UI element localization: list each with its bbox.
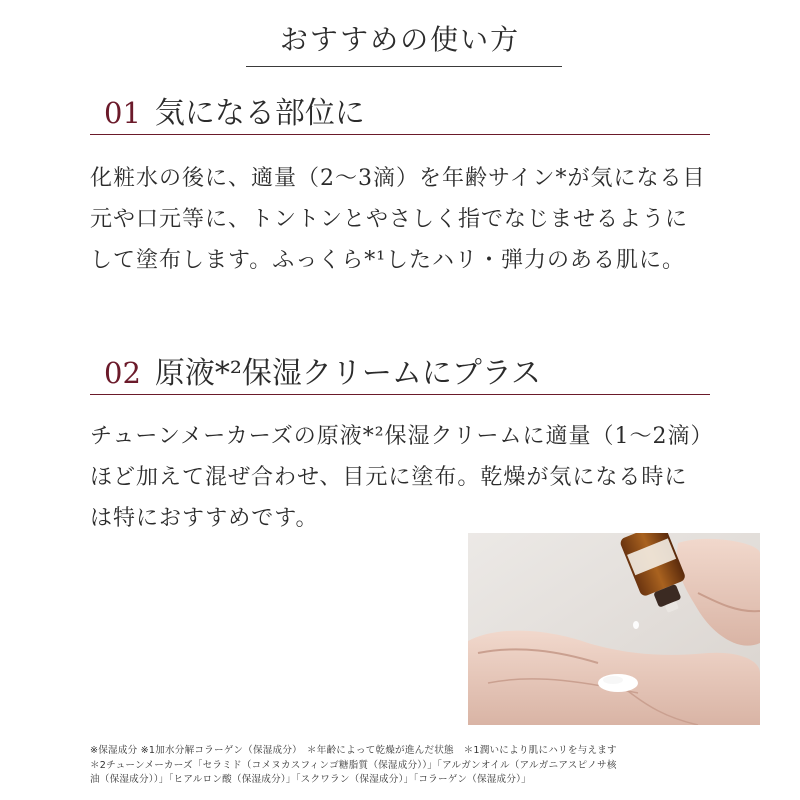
footnote-line: ＊2チューンメーカーズ「セラミド（コメヌカスフィンゴ糖脂質（保湿成分））」「アルガンオイル（アルガニアスピノサ核 <box>90 759 617 771</box>
section-02-body: チューンメーカーズの原液*²保湿クリームに適量（1〜2滴）ほど加えて混ぜ合わせ、目元に塗布。乾燥が気になる時には特におすすめです。 <box>90 424 703 531</box>
footnote-line: ※保湿成分 ※1加水分解コラーゲン（保湿成分） ＊年齢によって乾燥が進んだ状態 ＊1潤いにより肌にハリを与えます <box>90 745 617 756</box>
page-title: おすすめの使い方 <box>279 23 521 56</box>
section-02-number: 02 <box>104 356 141 390</box>
hand-dropper-illustration <box>468 533 760 725</box>
section-01-number: 01 <box>104 96 141 130</box>
section-01-title: 気になる部位に <box>154 96 365 131</box>
section-02-heading <box>104 348 712 392</box>
section-02-title: 原液*²保湿クリームにプラス <box>154 356 542 391</box>
section-01-rule <box>90 134 710 135</box>
product-usage-photo <box>468 533 760 725</box>
section-02-rule <box>90 394 710 395</box>
section-01-heading <box>104 88 712 132</box>
footnotes <box>90 744 710 788</box>
footnote-line: 油（保湿成分））」「ヒアルロン酸（保湿成分）」「スクワラン（保湿成分）」「コラーゲン（保湿成分）」 <box>90 774 531 785</box>
section-01-body: 化粧水の後に、適量（2〜3滴）を年齢サイン*が気になる目元や口元等に、トントンとやさしく指でなじませるようにして塗布します。ふっくら*¹したハリ・弾力のある肌に。 <box>90 166 706 273</box>
title-underline <box>246 66 562 67</box>
